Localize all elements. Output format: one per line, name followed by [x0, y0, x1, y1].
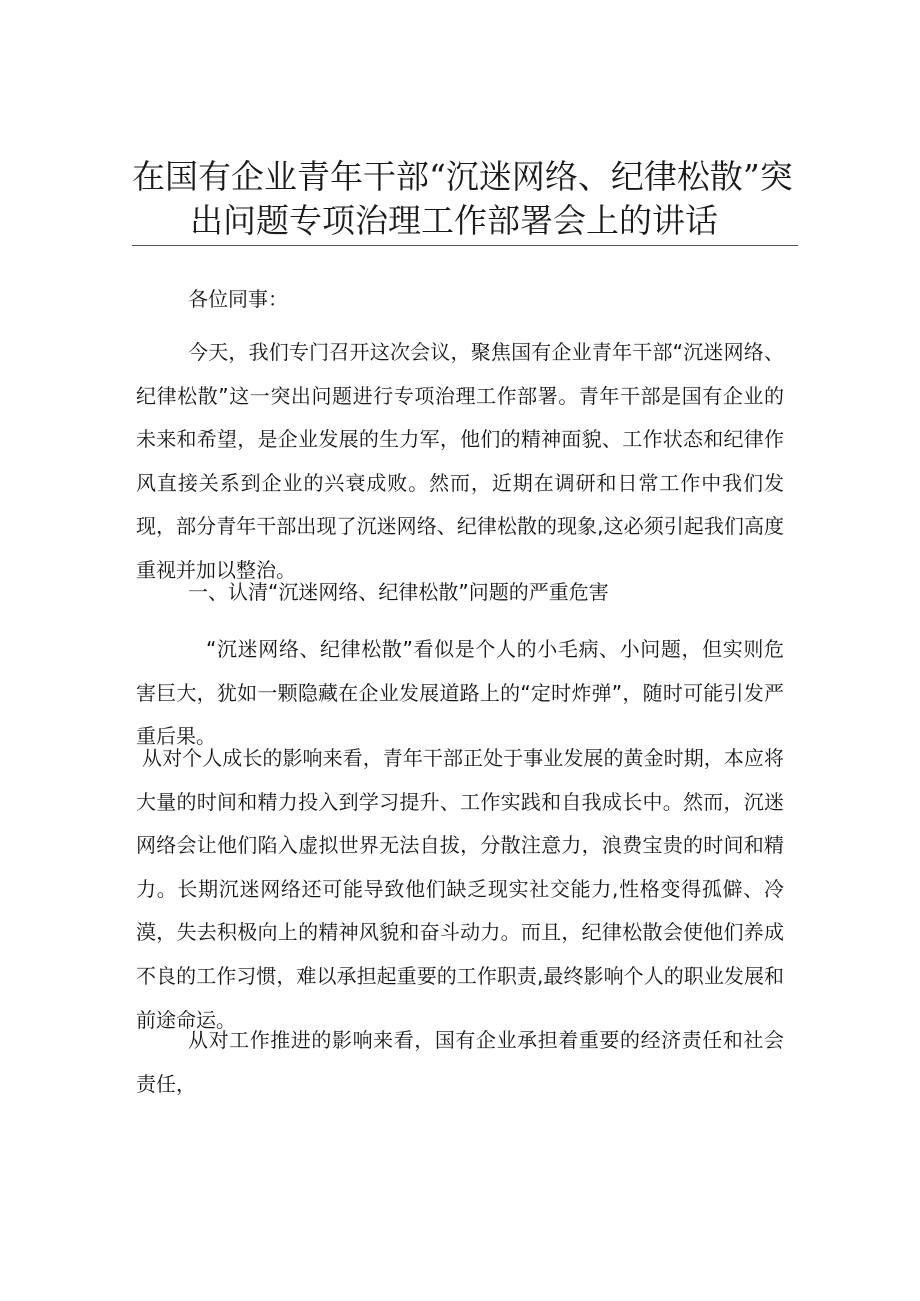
title-line-1: 在国有企业青年干部“沉迷网络、纪律松散”突 — [132, 157, 793, 196]
title-underline-divider — [132, 245, 798, 246]
salutation: 各位同事： — [188, 287, 288, 311]
title-line-2: 出问题专项治理工作部署会上的讲话 — [190, 201, 718, 240]
paragraph-personal-growth: 从对个人成长的影响来看，青年干部正处于事业发展的黄金时期，本应将大量的时间和精力投入到学习提升、工作实践和自我成长中。然而，沉迷网络会让他们陷入虚拟世界无法自拔，分散注意力，浪费宝贵的时间和精力。长期沉迷网络还可能导致他们缺乏现实社交能力,性格变得孤僻、冷漠，失去积极向上的精神风貌和奋斗动力。而且，纪律松散会使他们养成不良的工作习惯，难以承担起重要的工作职责,最终影响个人的职业发展和前途命运。 — [136, 746, 784, 1032]
paragraph-harm-overview: “沉迷网络、纪律松散”看似是个人的小毛病、小问题，但实则危害巨大，犹如一颗隐藏在企业发展道路上的“定时炸弹”，随时可能引发严重后果。 — [136, 637, 784, 749]
paragraph-intro: 今天，我们专门召开这次会议，聚焦国有企业青年干部“沉迷网络、纪律松散”这一突出问题进行专项治理工作部署。青年干部是国有企业的未来和希望，是企业发展的生力军，他们的精神面貌、工作状态和纪律作风直接关系到企业的兴衰成败。然而，近期在调研和日常工作中我们发现，部分青年干部出现了沉迷网络、纪律松散的现象,这必须引起我们高度重视并加以整治。 — [136, 340, 784, 582]
section-heading-1: 一、认清“沉迷网络、纪律松散”问题的严重危害 — [188, 580, 609, 604]
document-title — [132, 155, 800, 243]
paragraph-work-impact: 从对工作推进的影响来看，国有企业承担着重要的经济责任和社会责任， — [136, 1028, 784, 1096]
